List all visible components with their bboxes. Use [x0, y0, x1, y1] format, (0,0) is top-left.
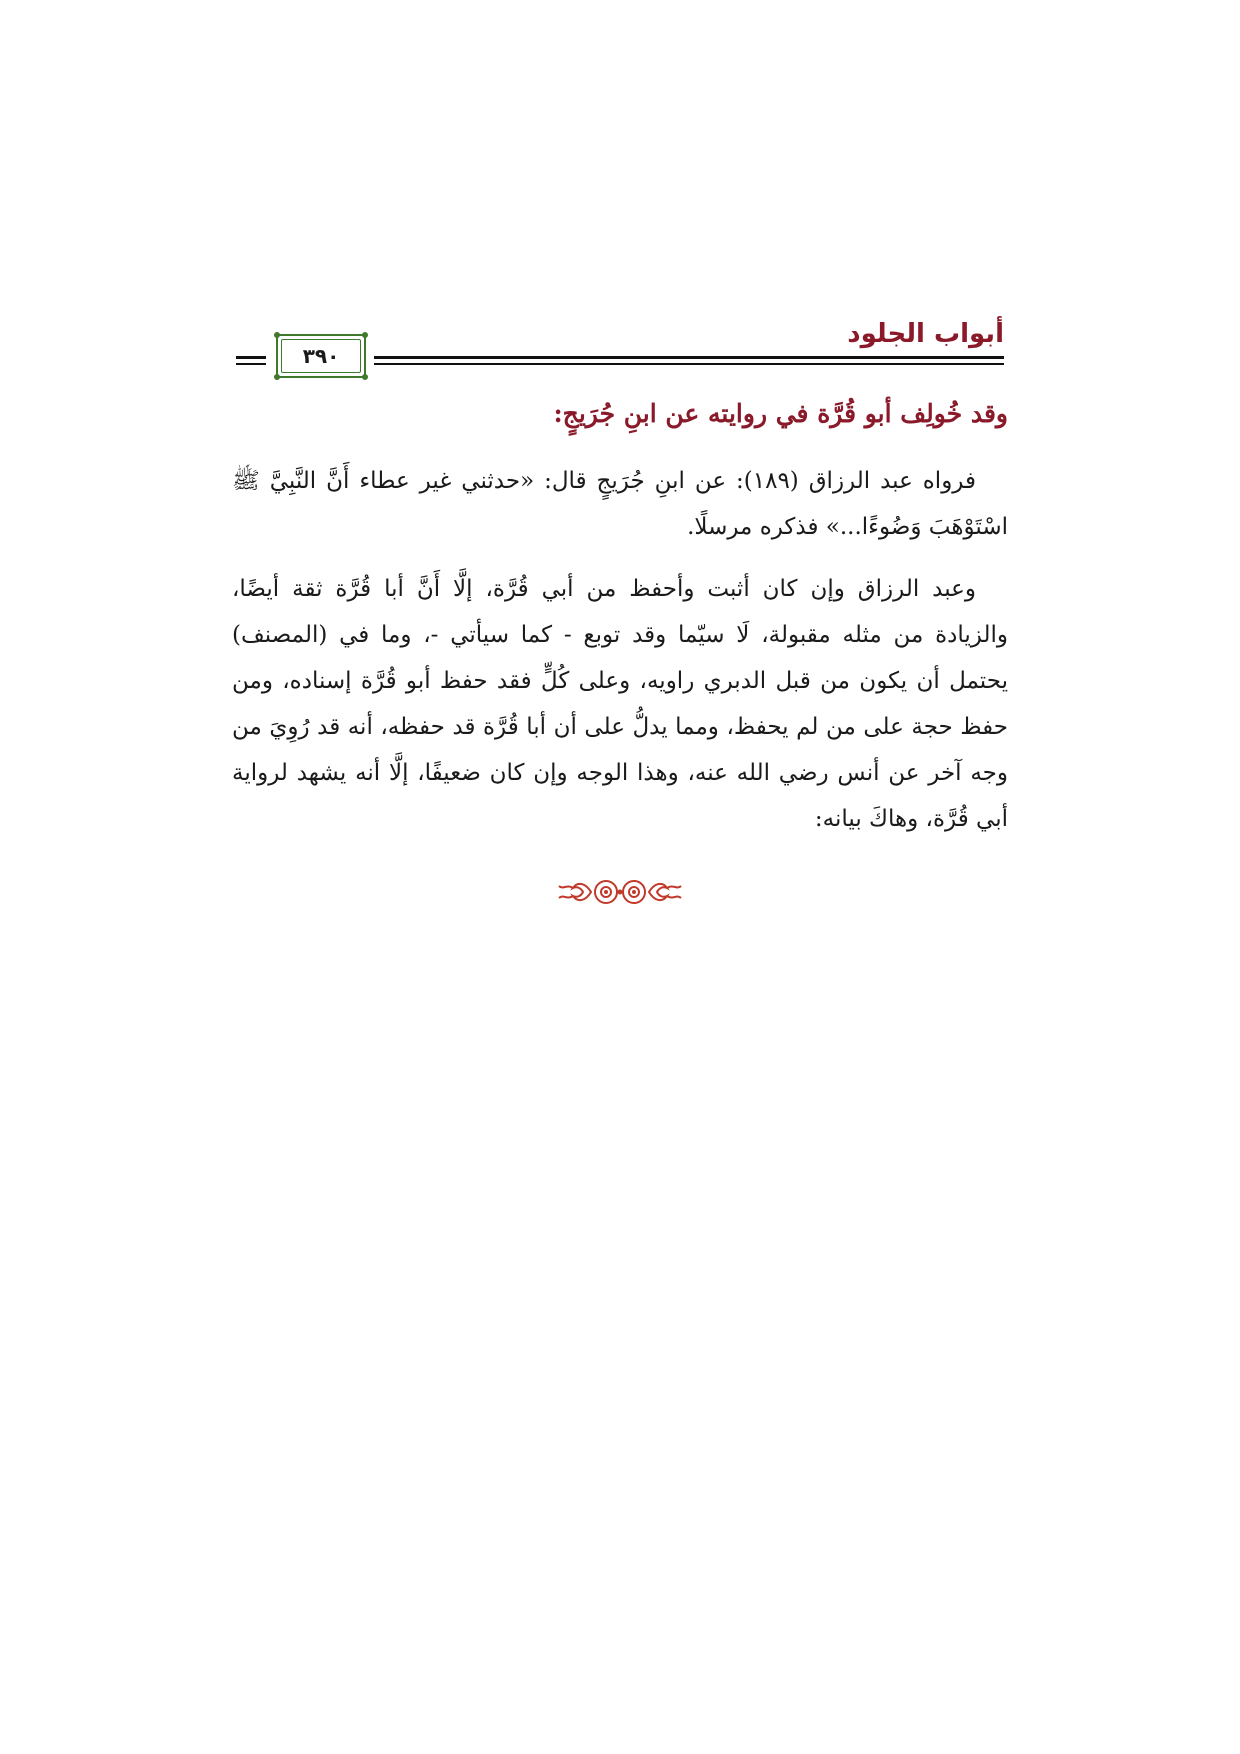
header-rule-thin	[374, 363, 1004, 365]
section-heading: وقد خُولِف أبو قُرَّة في روايته عن ابنِ جُرَيجٍ:	[553, 399, 1008, 428]
page-number-frame	[276, 334, 366, 378]
header-rule-thick	[374, 356, 1004, 359]
paragraph: وعبد الرزاق وإن كان أثبت وأحفظ من أبي قُرَّة، إلَّا أَنَّ أبا قُرَّة ثقة أيضًا، والزيادة من مثله مقبولة، لَا سيّما وقد توبع - كما سيأتي -، وما في (المصنف) يحتمل أن يكون من قبل الدبري راويه، وعلى كُلٍّ فقد حفظ أبو قُرَّة إسناده، ومن حفظ حجة على من لم يحفظ، ومما يدلُّ على أن أبا قُرَّة قد حفظه، أنه قد رُوِيَ من وجه آخر عن أنس رضي الله عنه، وهذا الوجه وإن كان ضعيفًا، إلَّا أنه يشهد لرواية أبي قُرَّة، وهاكَ بيانه:	[232, 576, 1008, 832]
floral-ornament-icon	[555, 872, 685, 912]
page-number: ٣٩٠	[302, 344, 340, 368]
page-header	[236, 318, 1004, 378]
header-rule-short-thin	[236, 363, 266, 365]
paragraph: فرواه عبد الرزاق (١٨٩): عن ابنِ جُرَيجٍ قال: «حدثني غير عطاء أَنَّ النَّبِيَّ ﷺ اسْتَوْهَبَ وَضُوءًا...» فذكره مرسلًا.	[232, 468, 1008, 540]
running-title: أبواب الجلود	[847, 319, 1004, 349]
header-rule-short-thick	[236, 356, 266, 359]
page-content	[232, 392, 1008, 912]
